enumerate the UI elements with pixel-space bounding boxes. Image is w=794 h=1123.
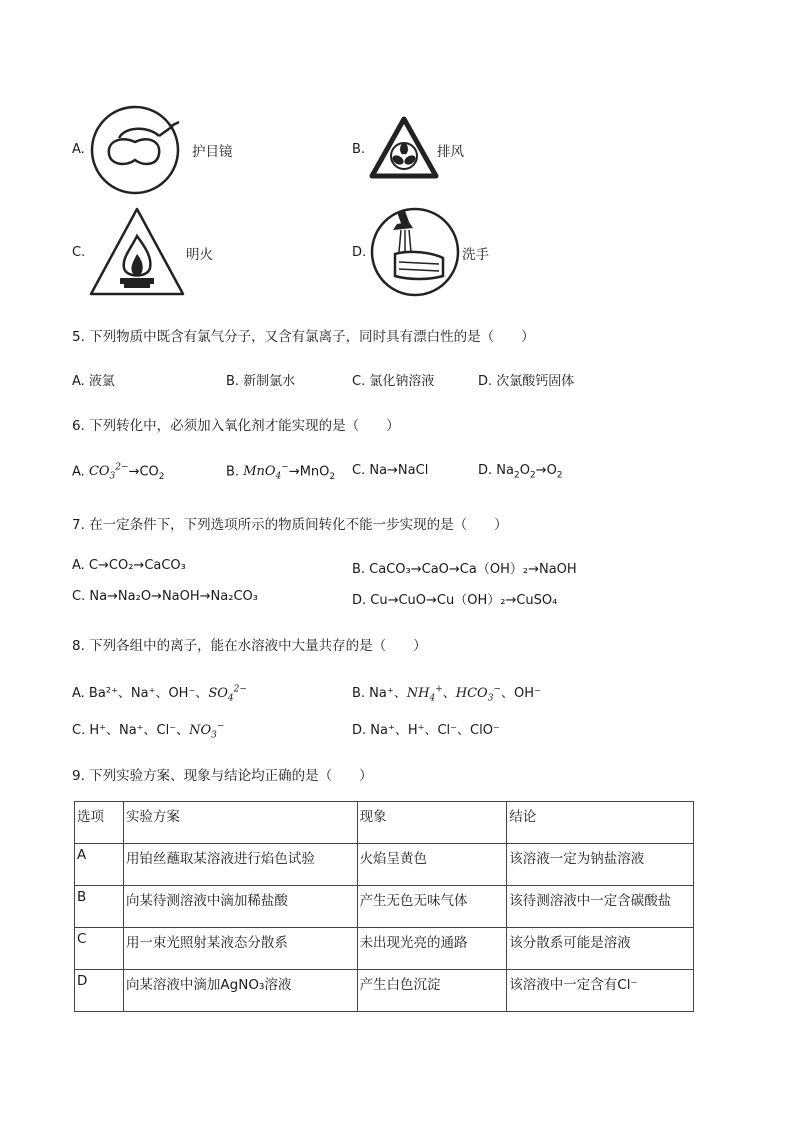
- table-header-cell: 现象: [357, 802, 507, 844]
- exhaust-fan-icon: [369, 116, 439, 180]
- table-cell: 该溶液中一定含有Cl⁻: [507, 970, 694, 1012]
- q5-option-b: B. 新制氯水: [226, 374, 296, 389]
- q5-option-a: A. 液氯: [72, 374, 115, 389]
- table-cell: D: [75, 970, 124, 1012]
- table-cell: B: [75, 886, 124, 928]
- q7-option-b: B. CaCO₃→CaO→Ca（OH）₂→NaOH: [352, 562, 577, 577]
- q6-option-c: C. Na→NaCl: [352, 463, 429, 478]
- q6-option-d: D. $Na_2O_2\to O_2$: [478, 463, 563, 481]
- table-cell: C: [75, 928, 124, 970]
- q6-stem: 6. 下列转化中，必须加入氧化剂才能实现的是（ ）: [72, 418, 400, 434]
- q8-option-b: B. Na⁺、$NH_4^+$、$HCO_3^-$、OH⁻: [352, 684, 541, 704]
- q6-option-a: A. $CO_3^{2-}\to CO_2$: [72, 463, 165, 482]
- hand-washing-icon: [369, 206, 461, 298]
- q9-table: [74, 801, 694, 1012]
- table-cell: 产生无色无味气体: [357, 886, 507, 928]
- table-cell: 该溶液一定为钠盐溶液: [507, 844, 694, 886]
- q8-option-a: A. Ba²⁺、Na⁺、OH⁻、$SO_4^{2-}$: [72, 684, 247, 704]
- table-cell: A: [75, 844, 124, 886]
- q5-option-d: D. 次氯酸钙固体: [478, 374, 575, 389]
- table-cell: 该待测溶液中一定含碳酸盐: [507, 886, 694, 928]
- sign-c-label: 明火: [186, 247, 213, 263]
- q8-option-d: D. Na⁺、H⁺、Cl⁻、ClO⁻: [352, 723, 500, 738]
- sign-b-letter: B.: [352, 142, 366, 157]
- table-header-cell: 实验方案: [123, 802, 357, 844]
- table-header-cell: 选项: [75, 802, 124, 844]
- sign-a-label: 护目镜: [192, 144, 233, 160]
- q7-option-d: D. Cu→CuO→Cu（OH）₂→CuSO₄: [352, 593, 558, 608]
- sign-c-letter: C.: [72, 245, 86, 260]
- q7-option-a: A. C→CO₂→CaCO₃: [72, 558, 186, 573]
- sign-a-letter: A.: [72, 142, 85, 157]
- sign-b-label: 排风: [437, 144, 464, 160]
- open-flame-icon: [88, 206, 186, 298]
- table-row: [75, 886, 694, 928]
- q9-stem: 9. 下列实验方案、现象与结论均正确的是（ ）: [72, 768, 373, 784]
- table-cell: 火焰呈黄色: [357, 844, 507, 886]
- q7-option-c: C. Na→Na₂O→NaOH→Na₂CO₃: [72, 589, 258, 604]
- q8-option-c: C. H⁺、Na⁺、Cl⁻、$NO_3^-$: [72, 721, 225, 741]
- goggles-icon: [89, 104, 181, 196]
- q5-option-c: C. 氯化钠溶液: [352, 374, 435, 389]
- table-header-cell: 结论: [507, 802, 694, 844]
- table-row: [75, 970, 694, 1012]
- q7-stem: 7. 在一定条件下，下列选项所示的物质间转化不能一步实现的是（ ）: [72, 517, 508, 533]
- table-cell: 未出现光亮的通路: [357, 928, 507, 970]
- table-cell: 该分散系可能是溶液: [507, 928, 694, 970]
- q6-option-b: B. MnO$_4$−→MnO$_2$: [226, 463, 336, 482]
- table-cell: 用一束光照射某液态分散系: [123, 928, 357, 970]
- sign-d-label: 洗手: [462, 247, 489, 263]
- sign-d-letter: D.: [352, 245, 367, 260]
- table-header-row: [75, 802, 694, 844]
- table-row: [75, 928, 694, 970]
- q5-stem: 5. 下列物质中既含有氯气分子，又含有氯离子，同时具有漂白性的是（ ）: [72, 329, 535, 345]
- table-cell: 向某溶液中滴加AgNO₃溶液: [123, 970, 357, 1012]
- table-cell: 用铂丝蘸取某溶液进行焰色试验: [123, 844, 357, 886]
- table-cell: 向某待测溶液中滴加稀盐酸: [123, 886, 357, 928]
- table-row: [75, 844, 694, 886]
- q8-stem: 8. 下列各组中的离子，能在水溶液中大量共存的是（ ）: [72, 638, 427, 654]
- table-cell: 产生白色沉淀: [357, 970, 507, 1012]
